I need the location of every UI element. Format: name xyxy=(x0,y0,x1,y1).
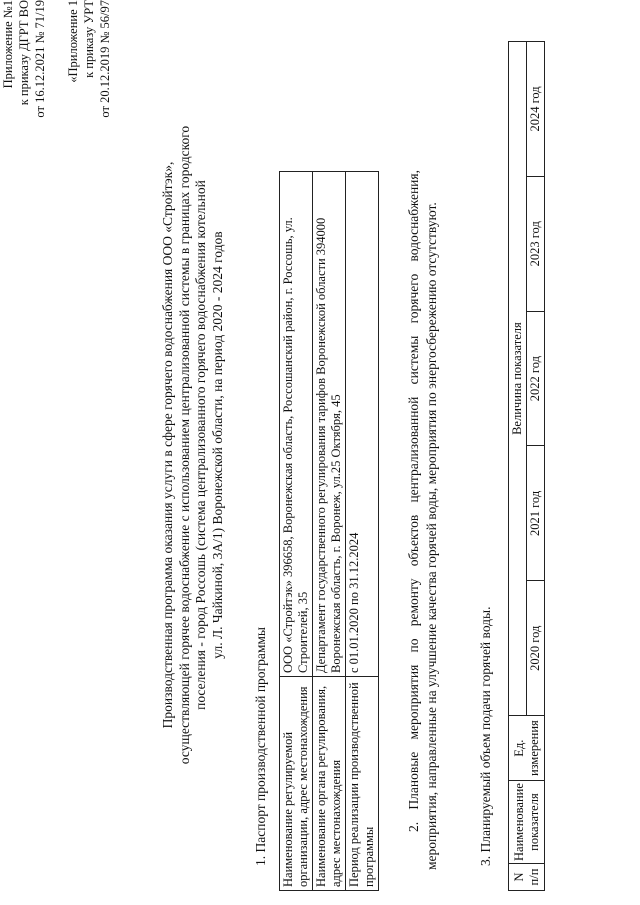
header-year: 2021 год xyxy=(527,446,545,581)
passport-value: ООО «Стройтэк» 396658, Воронежская область, Россошанский район, г. Россошь, ул. Строителей, 35 xyxy=(280,172,313,677)
passport-value: Департамент государственного регулирования тарифов Воронежской области 394000 Воронежская область, г. Воронеж, ул.25 Октября, 45 xyxy=(313,172,346,677)
appendix-block xyxy=(0,0,113,118)
header-n: N п/п xyxy=(509,864,545,891)
title-line: поселения - город Россошь (система централизованного горячего водоснабжения котельной xyxy=(193,180,208,710)
table-row xyxy=(509,42,527,891)
passport-label: Наименование регулируемой организации, адрес местонахождения xyxy=(280,677,313,891)
passport-label: Наименование органа регулирования, адрес местонахождения xyxy=(313,677,346,891)
appendix-line: к приказу УРТ xyxy=(82,0,96,78)
header-year: 2023 год xyxy=(527,176,545,311)
header-group: Величина показателя xyxy=(509,42,527,716)
table-row xyxy=(313,172,346,891)
volume-table xyxy=(508,41,545,891)
section-1-heading: 1. Паспорт производственной программы xyxy=(253,627,268,866)
title-line: Производственная программа оказания услуги в сфере горячего водоснабжения ООО «Стройтэк», xyxy=(160,161,175,729)
title-line: ул. Л. Чайкиной, 3А/1) Воронежской области, на период 2020 - 2024 годов xyxy=(209,231,225,659)
header-year: 2020 год xyxy=(527,581,545,716)
appendix-line: от 20.12.2019 № 56/97 xyxy=(98,0,112,118)
header-year: 2024 год xyxy=(527,42,545,177)
passport-label: Период реализации производственной программы xyxy=(346,677,379,891)
table-row xyxy=(280,172,313,891)
section-2-paragraph: 2. Плановые мероприятия по ремонту объектов централизованной системы горячего водоснабжения, мероприятия, направленные на улучшение качества горячей воды, мероприятия по энергосбережению отсутствуют. xyxy=(406,170,439,870)
appendix-line: «Приложение 1 xyxy=(66,0,80,83)
passport-value: с 01.01.2020 по 31.12.2024 xyxy=(346,172,379,677)
section-3-heading: 3. Планируемый объем подачи горячей воды. xyxy=(478,606,493,866)
title-line: осуществляющей горячее водоснабжение с использованием централизованной системы в границах городского xyxy=(176,125,192,765)
document-title xyxy=(160,25,226,865)
header-unit: Ед. измерения xyxy=(509,716,545,781)
header-name: Наименование показателя xyxy=(509,781,545,864)
passport-table xyxy=(279,171,379,891)
header-year: 2022 год xyxy=(527,311,545,446)
appendix-line: от 16.12.2021 № 71/19 xyxy=(33,0,47,118)
table-row xyxy=(346,172,379,891)
appendix-line: к приказу ДГРТ ВО xyxy=(17,0,31,106)
appendix-line: Приложение №1 xyxy=(1,0,15,89)
